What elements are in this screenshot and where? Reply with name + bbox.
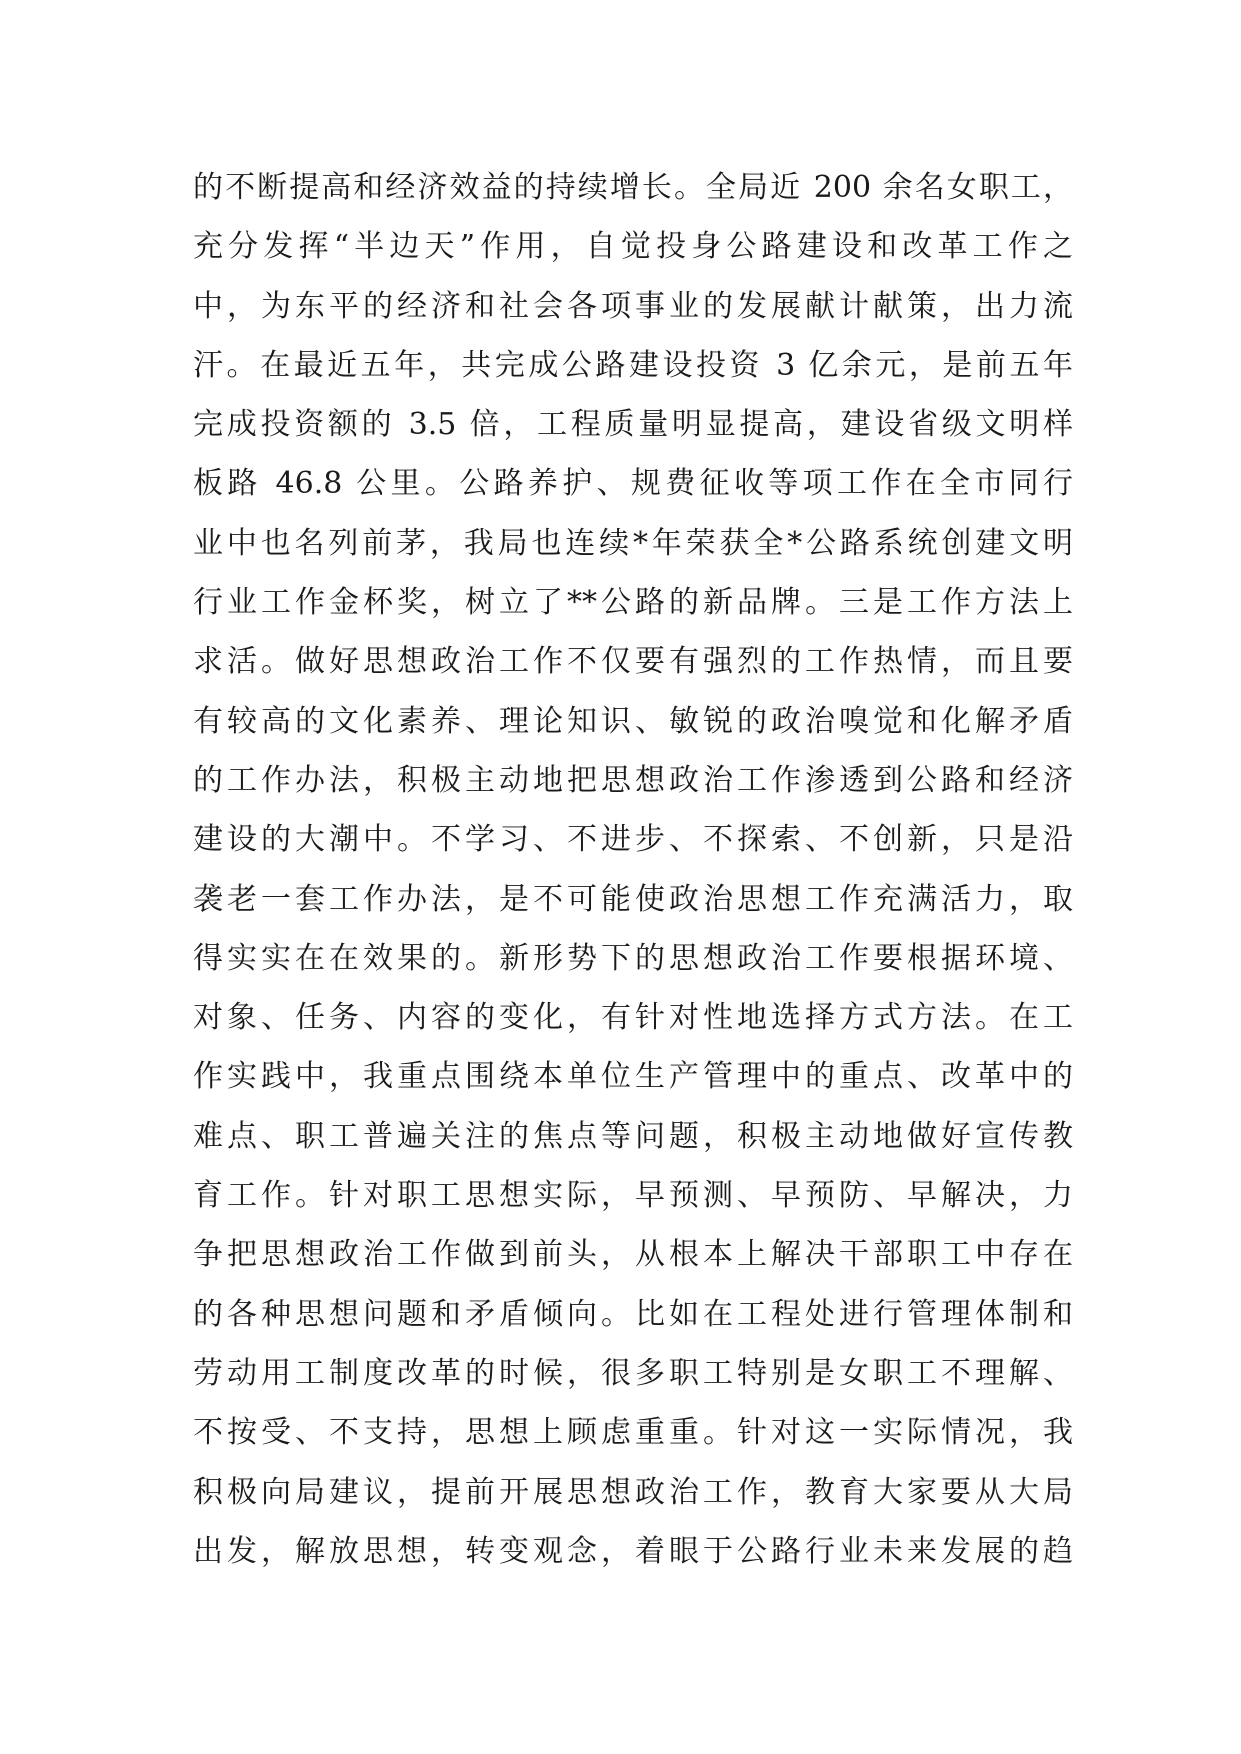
text-line: 的工作办法，积极主动地把思想政治工作渗透到公路和经济: [193, 762, 1073, 798]
text-line: 出发，解放思想，转变观念，着眼于公路行业未来发展的趋: [193, 1533, 1073, 1569]
text-line: 育工作。针对职工思想实际，早预测、早预防、早解决，力: [193, 1178, 1073, 1214]
text-line: 求活。做好思想政治工作不仅要有强烈的工作热情，而且要: [193, 644, 1073, 680]
text-line: 对象、任务、内容的变化，有针对性地选择方式方法。在工: [193, 1000, 1073, 1036]
body-text: [193, 158, 1073, 1581]
text-line: 行业工作金杯奖，树立了**公路的新品牌。三是工作方法上: [193, 585, 1073, 621]
text-line: 充分发挥“半边天”作用，自觉投身公路建设和改革工作之: [193, 229, 1073, 265]
text-line: 积极向局建议，提前开展思想政治工作，教育大家要从大局: [193, 1474, 1073, 1510]
text-line: 完成投资额的 3.5 倍，工程质量明显提高，建设省级文明样: [193, 407, 1073, 443]
text-line: 业中也名列前茅，我局也连续*年荣获全*公路系统创建文明: [193, 525, 1073, 561]
text-line: 建设的大潮中。不学习、不进步、不探索、不创新，只是沿: [193, 822, 1073, 858]
text-line: 的各种思想问题和矛盾倾向。比如在工程处进行管理体制和: [193, 1296, 1073, 1332]
text-line: 劳动用工制度改革的时候，很多职工特别是女职工不理解、: [193, 1355, 1073, 1391]
text-line: 板路 46.8 公里。公路养护、规费征收等项工作在全市同行: [193, 466, 1073, 502]
text-line: 不按受、不支持，思想上顾虑重重。针对这一实际情况，我: [193, 1415, 1073, 1451]
text-line: 得实实在在效果的。新形势下的思想政治工作要根据环境、: [193, 940, 1073, 976]
text-line: 中，为东平的经济和社会各项事业的发展献计献策，出力流: [193, 288, 1073, 324]
text-line: 袭老一套工作办法，是不可能使政治思想工作充满活力，取: [193, 881, 1073, 917]
text-line: 难点、职工普遍关注的焦点等问题，积极主动地做好宣传教: [193, 1118, 1073, 1154]
text-line: 争把思想政治工作做到前头，从根本上解决干部职工中存在: [193, 1237, 1073, 1273]
text-line: 有较高的文化素养、理论知识、敏锐的政治嗅觉和化解矛盾: [193, 703, 1073, 739]
text-line: 汗。在最近五年，共完成公路建设投资 3 亿余元，是前五年: [193, 347, 1073, 383]
text-line: 的不断提高和经济效益的持续增长。全局近 200 余名女职工，: [193, 170, 1073, 205]
text-line: 作实践中，我重点围绕本单位生产管理中的重点、改革中的: [193, 1059, 1073, 1095]
